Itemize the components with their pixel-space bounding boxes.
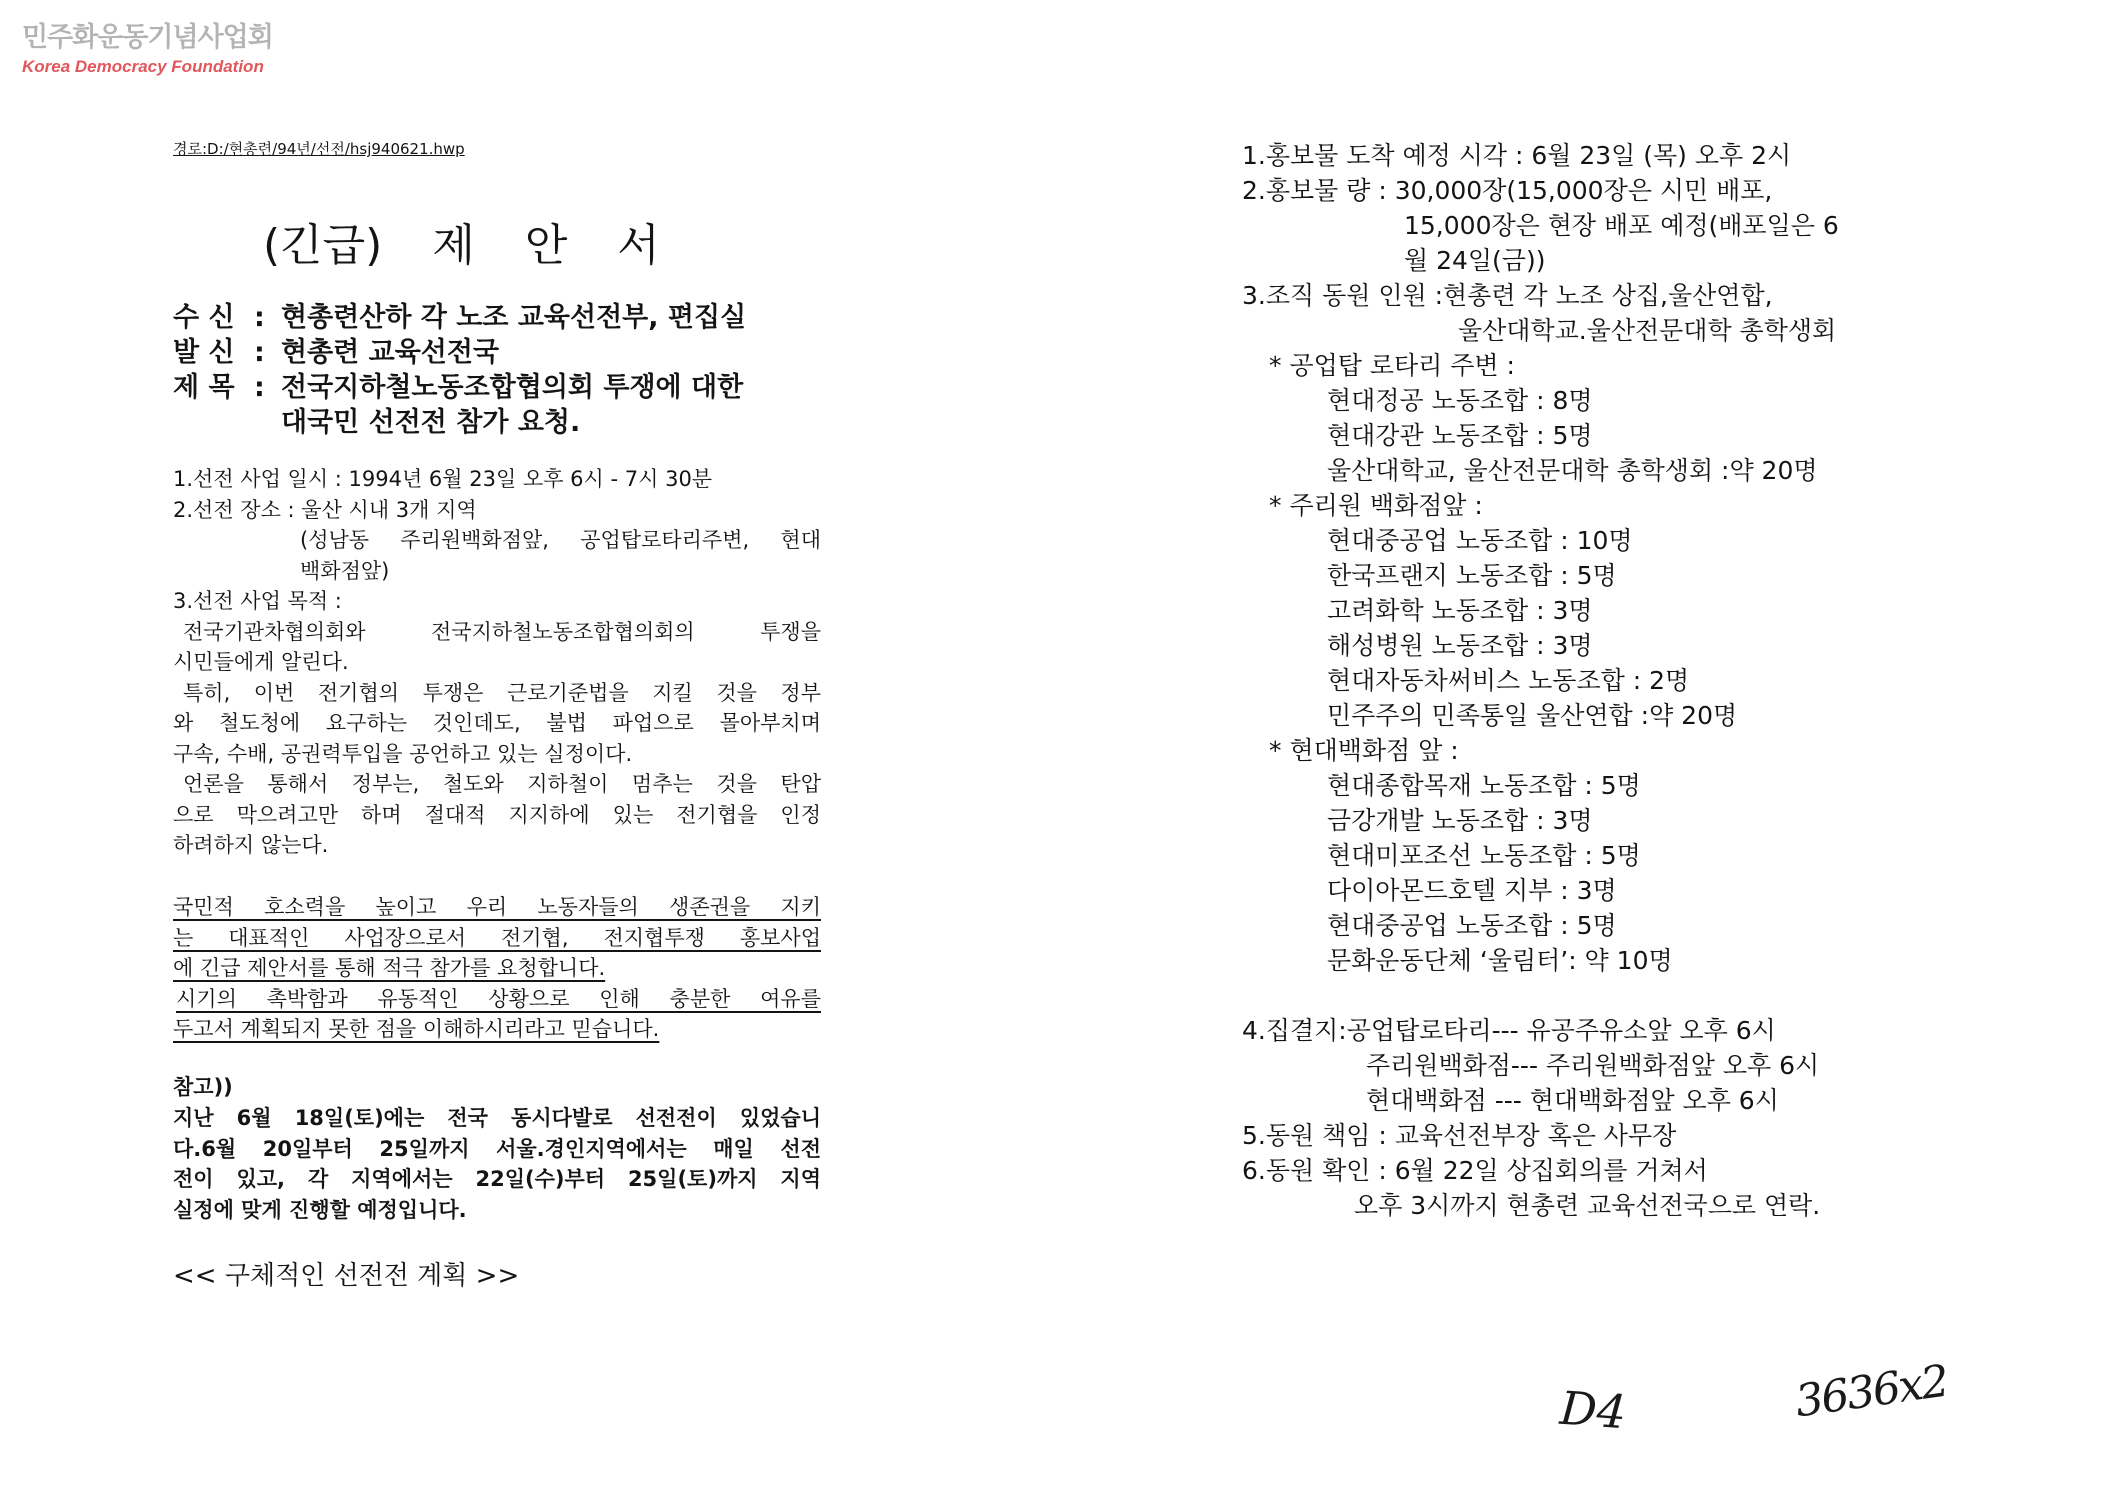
purpose-line: 와 철도청에 요구하는 것인데도, 불법 파업으로 몰아부치며 (173, 711, 821, 735)
site-group-line: 울산대학교, 울산전문대학 총학생회 :약 20명 (1327, 456, 1818, 485)
handwritten-mark: D4 (1558, 1380, 1628, 1440)
request-line: 에 긴급 제안서를 통해 적극 참가를 요청합니다. (173, 956, 606, 980)
location-detail-line: (성남동 주리원백화점앞, 공업탑로타리주변, 현대 (300, 528, 821, 552)
site-group-line: 한국프랜지 노동조합 : 5명 (1327, 561, 1617, 590)
subject-row (173, 370, 746, 405)
site-heading-juriwon: * 주리원 백화점앞 : (1269, 491, 1483, 520)
purpose-line: 구속, 수배, 공권력투입을 공언하고 있는 실정이다. (173, 741, 633, 766)
file-path: 경로:D:/현총련/94년/선전/hsj940621.hwp (173, 140, 465, 158)
subject-continuation-row (173, 405, 746, 440)
sender-row (173, 335, 746, 370)
confirmation-line: 6.동원 확인 : 6월 22일 상집회의를 거쳐서 (1242, 1156, 1708, 1185)
location-detail-line: 백화점앞) (300, 558, 390, 583)
site-group-line: 현대종합목재 노동조합 : 5명 (1327, 771, 1641, 800)
handwritten-number: 3636x2 (1792, 1355, 1951, 1428)
assembly-point-line: 현대백화점 --- 현대백화점앞 오후 6시 (1366, 1086, 1779, 1115)
purpose-heading-line: 3.선전 사업 목적 : (173, 589, 342, 613)
reference-note (173, 1072, 821, 1226)
plan-heading: << 구체적인 선전전 계획 >> (173, 1261, 520, 1291)
site-group-line: 현대강관 노동조합 : 5명 (1327, 421, 1593, 450)
site-heading-hyundai-department-store: * 현대백화점 앞 : (1269, 736, 1459, 765)
site-group-line: 해성병원 노동조합 : 3명 (1327, 631, 1593, 660)
purpose-line: 전국기관차협의회와 전국지하철노동조합협의회의 투쟁을 (183, 619, 821, 644)
mobilization-line: 울산대학교.울산전문대학 총학생회 (1458, 316, 1837, 345)
purpose-line: 하려하지 않는다. (173, 833, 329, 857)
note-line: 전이 있고, 각 지역에서는 22일(수)부터 25일(토)까지 지역 (173, 1167, 821, 1192)
campaign-plan-section (1242, 138, 1902, 1223)
logo-korean-text: 민주화운동기념사업회 (22, 22, 273, 53)
quantity-line: 2.홍보물 량 : 30,000장(15,000장은 시민 배포, (1242, 176, 1773, 205)
site-group-line: 문화운동단체 ‘울림터’: 약 10명 (1327, 946, 1673, 975)
site-group-line: 현대중공업 노동조합 : 10명 (1327, 526, 1633, 555)
note-line: 다.6월 20일부터 25일까지 서울.경인지역에서는 매일 선전 (173, 1136, 821, 1161)
note-line: 실정에 맞게 진행할 예정입니다. (173, 1198, 467, 1223)
purpose-line: 특히, 이번 전기협의 투쟁은 근로기준법을 지킬 것을 정부 (183, 680, 821, 705)
subject-value-line-2: 대국민 선전전 참가 요청. (281, 407, 581, 438)
overview-section (173, 464, 821, 861)
site-group-line: 현대중공업 노동조합 : 5명 (1327, 911, 1617, 940)
sender-colon: : (254, 337, 265, 368)
quantity-line: 15,000장은 현장 배포 예정(배포일은 6 (1404, 211, 1839, 240)
site-group-line: 다이아몬드호텔 지부 : 3명 (1327, 876, 1617, 905)
assembly-point-line: 주리원백화점--- 주리원백화점앞 오후 6시 (1366, 1051, 1820, 1080)
purpose-line: 시민들에게 알린다. (173, 650, 349, 674)
recipient-colon: : (254, 302, 265, 333)
request-line: 시기의 촉박함과 유동적인 상황으로 인해 충분한 여유를 (176, 986, 821, 1011)
arrival-time-line: 1.홍보물 도착 예정 시각 : 6월 23일 (목) 오후 2시 (1242, 141, 1792, 170)
subject-colon: : (254, 372, 265, 403)
memo-header (173, 300, 746, 440)
site-group-line: 민주주의 민족통일 울산연합 :약 20명 (1327, 701, 1738, 730)
confirmation-line: 오후 3시까지 현총련 교육선전국으로 연락. (1354, 1191, 1821, 1220)
participation-request-paragraph (173, 892, 821, 1045)
site-group-line: 현대자동차써비스 노동조합 : 2명 (1327, 666, 1690, 695)
location-line: 2.선전 장소 : 울산 시내 3개 지역 (173, 497, 477, 522)
purpose-line: 언론을 통해서 정부는, 철도와 지하철이 멈추는 것을 탄압 (183, 772, 821, 796)
quantity-line: 월 24일(금)) (1404, 246, 1546, 275)
mobilization-line: 3.조직 동원 인원 :현총련 각 노조 상집,울산연합, (1242, 281, 1773, 310)
purpose-line: 으로 막으려고만 하며 절대적 지지하에 있는 전기협을 인정 (173, 802, 821, 827)
note-line: 지난 6월 18일(토)에는 전국 동시다발로 선전전이 있었습니 (173, 1105, 821, 1130)
request-line: 두고서 계획되지 못한 점을 이해하시리라고 믿습니다. (173, 1017, 660, 1041)
responsibility-line: 5.동원 책임 : 교육선전부장 혹은 사무장 (1242, 1121, 1677, 1150)
recipient-label: 수 신 (173, 302, 235, 333)
sender-label: 발 신 (173, 337, 235, 368)
recipient-row (173, 300, 746, 335)
subject-label: 제 목 (173, 372, 235, 403)
request-line: 는 대표적인 사업장으로서 전기협, 전지협투쟁 홍보사업 (173, 925, 821, 950)
document-title: (긴급) 제 안 서 (263, 220, 660, 271)
recipient-value: 현총련산하 각 노조 교육선전부, 편집실 (281, 302, 747, 333)
foundation-logo (22, 20, 273, 78)
request-line: 국민적 호소력을 높이고 우리 노동자들의 생존권을 지키 (173, 895, 821, 919)
subject-value-line-1: 전국지하철노동조합협의회 투쟁에 대한 (281, 372, 744, 403)
sender-value: 현총련 교육선전국 (281, 337, 500, 368)
site-heading-gongeoptap: * 공업탑 로타리 주변 : (1269, 351, 1515, 380)
logo-english-text: Korea Democracy Foundation (22, 57, 264, 76)
assembly-point-line: 4.집결지:공업탑로타리--- 유공주유소앞 오후 6시 (1242, 1016, 1776, 1045)
site-group-line: 금강개발 노동조합 : 3명 (1327, 806, 1593, 835)
schedule-line: 1.선전 사업 일시 : 1994년 6월 23일 오후 6시 - 7시 30분 (173, 467, 713, 491)
site-group-line: 현대정공 노동조합 : 8명 (1327, 386, 1593, 415)
site-group-line: 고려화학 노동조합 : 3명 (1327, 596, 1593, 625)
note-heading: 참고)) (173, 1075, 233, 1099)
site-group-line: 현대미포조선 노동조합 : 5명 (1327, 841, 1641, 870)
